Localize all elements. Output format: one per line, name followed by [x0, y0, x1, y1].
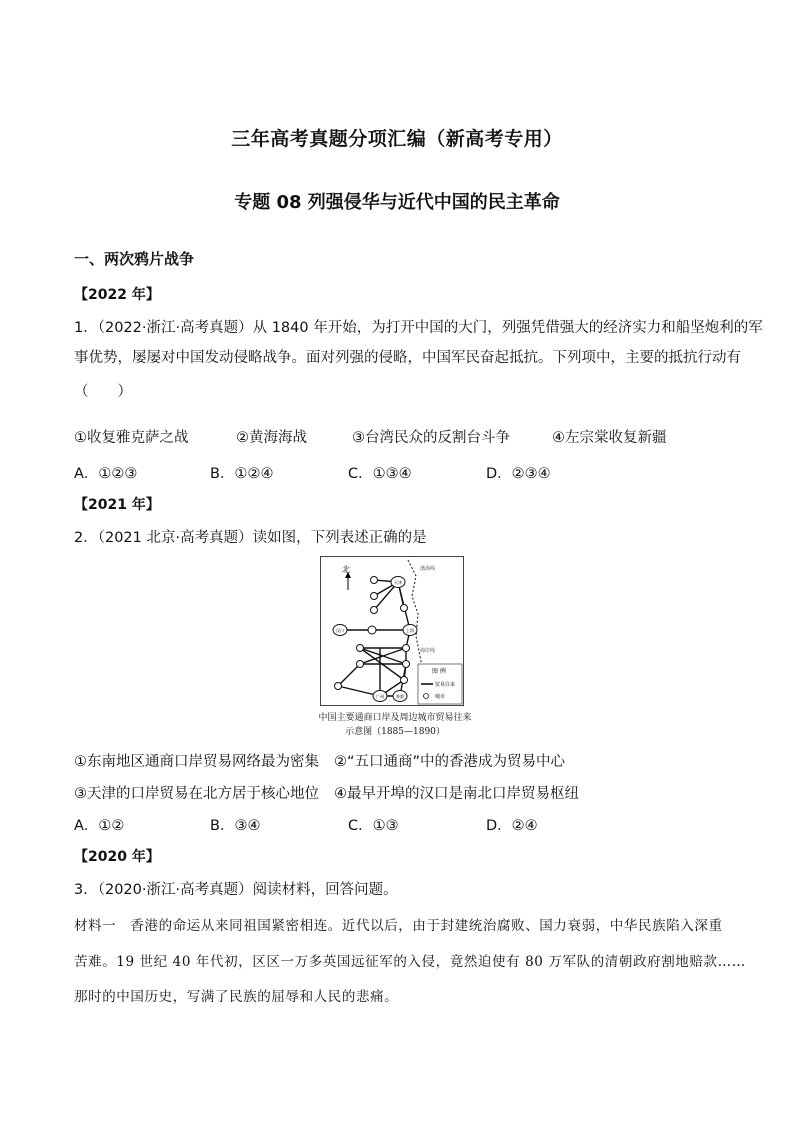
- q1-answer-a: A．①②③: [74, 466, 138, 482]
- city-label-tianjin: 天津: [394, 580, 402, 585]
- q3-line-1: 3．（2020·浙江·高考真题）阅读材料，回答问题。: [74, 882, 398, 898]
- q1-option-4: ④左宗棠收复新疆: [552, 430, 667, 446]
- year-label-2021: 【2021 年】: [74, 497, 160, 513]
- city-label-guangzhou: 广州: [376, 694, 384, 699]
- trade-map-figure: [320, 556, 464, 706]
- q2-answer-a: A．①②: [74, 818, 125, 834]
- north-label: 北: [342, 565, 350, 574]
- q2-line-1: 2．（2021 北京·高考真题）读如图，下列表述正确的是: [74, 530, 427, 546]
- q1-line-3: （ ）: [74, 384, 132, 400]
- q2-option-4: ④最早开埠的汉口是南北口岸贸易枢纽: [334, 786, 579, 802]
- city-label-hongkong: 香港: [396, 694, 404, 699]
- document-title: 三年高考真题分项汇编（新高考专用）: [231, 128, 563, 150]
- q2-answer-c: C．①③: [348, 818, 399, 834]
- section-heading: 一、两次鸦片战争: [74, 250, 195, 268]
- q2-answer-b: B．③④: [210, 818, 261, 834]
- q1-line-2: 事优势，屡屡对中国发动侵略战争。面对列强的侵略，中国军民奋起抵抗。下列项中，主要的抵抗行动有: [74, 350, 741, 366]
- q1-option-3: ③台湾民众的反割台斗争: [352, 430, 510, 446]
- q1-option-1: ①收复雅克萨之战: [74, 430, 189, 446]
- q1-answer-c: C．①③④: [348, 466, 412, 482]
- coast-label-south: 海岸线: [420, 648, 436, 654]
- q2-answer-d: D．②④: [486, 818, 538, 834]
- q1-answer-b: B．①②④: [210, 466, 274, 482]
- document-subtitle: 专题 08 列强侵华与近代中国的民主革命: [234, 192, 560, 213]
- q1-answer-d: D．②③④: [486, 466, 551, 482]
- city-label-shanghai: 上海: [406, 628, 414, 633]
- year-label-2020: 【2020 年】: [74, 849, 160, 865]
- q2-option-2: ②“五口通商”中的香港成为贸易中心: [334, 754, 566, 770]
- year-label-2022: 【2022 年】: [74, 287, 160, 303]
- legend-trade-line: 贸易往来: [435, 682, 456, 688]
- map-caption-2: 示意图（1885—1890）: [345, 727, 445, 737]
- q3-material-line-3: 那时的中国历史，写满了民族的屈辱和人民的悲痛。: [74, 989, 399, 1005]
- q1-line-1: 1．（2022·浙江·高考真题）从 1840 年开始，为打开中国的大门，列强凭借强大的经济实力和船坚炮利的军: [74, 320, 763, 336]
- legend-title: 图 例: [432, 668, 446, 675]
- q3-material-line-1: 材料一 香港的命运从来同祖国紧密相连。近代以后，由于封建统治腐败、国力衰弱，中华民族陷入深重: [74, 918, 723, 934]
- trade-map: [320, 556, 464, 706]
- map-caption-1: 中国主要通商口岸及周边城市贸易往来: [318, 713, 472, 723]
- coast-label-north: 渤海线: [420, 566, 436, 572]
- q2-option-3: ③天津的口岸贸易在北方居于核心地位: [74, 786, 319, 802]
- city-label-hankou: 汉口: [336, 628, 344, 633]
- q3-material-line-2: 苦难。19 世纪 40 年代初，区区一万多英国远征军的入侵，竟然迫使有 80 万军队的清朝政府割地赔款……: [74, 954, 746, 970]
- legend-city: 城市: [435, 694, 446, 700]
- q2-option-1: ①东南地区通商口岸贸易网络最为密集: [74, 754, 319, 770]
- q1-option-2: ②黄海海战: [236, 430, 307, 446]
